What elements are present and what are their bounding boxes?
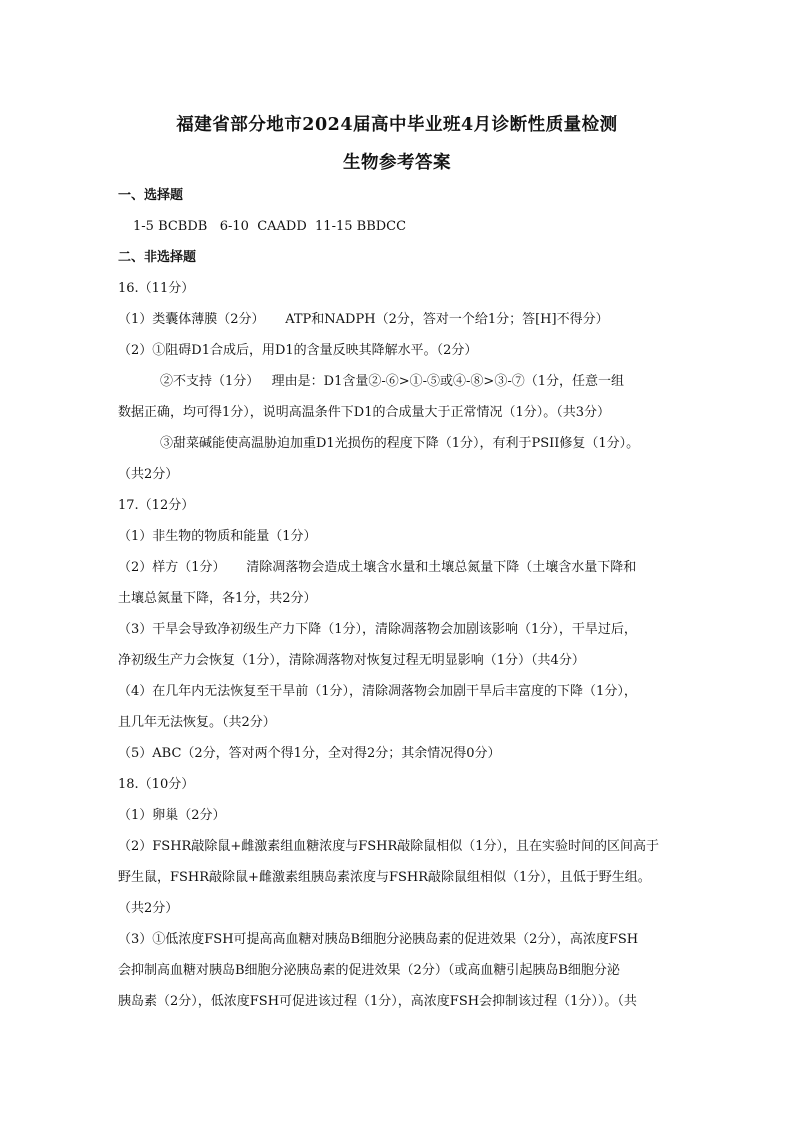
question-18-header: 18.（10分） (118, 777, 195, 792)
section-heading-nonchoice: 二、非选择题 (118, 250, 197, 265)
q18-part3-cont: 会抑制高血糖对胰岛B细胞分泌胰岛素的促进效果（2分）（或高血糖引起胰岛B细胞分泌 (118, 963, 620, 978)
q18-part2-cont2: （共2分） (118, 901, 179, 916)
q18-part3-cont2: 胰岛素（2分），低浓度FSH可促进该过程（1分），高浓度FSH会抑制该过程（1分））。（共 (118, 994, 637, 1009)
document-subtitle: 生物参考答案 (343, 153, 451, 173)
q17-part4: （4）在几年内无法恢复至干旱前（1分），清除凋落物会加剧干旱后丰富度的下降（1分）， (118, 684, 637, 699)
question-16-header: 16.（11分） (118, 281, 195, 296)
q16-part2-2: ②不支持（1分） 理由是：D1含量②-⑥>①-⑤或④-⑧>③-⑦（1分，任意一组 (160, 374, 624, 389)
choice-answers: 1-5 BCBDB 6-10 CAADD 11-15 BBDCC (133, 219, 407, 234)
section-heading-choice: 一、选择题 (118, 188, 184, 203)
q16-part2-2-cont: 数据正确，均可得1分），说明高温条件下D1的合成量大于正常情况（1分）。（共3分） (118, 405, 611, 420)
q18-part2: （2）FSHR敲除鼠+雌激素组血糖浓度与FSHR敲除鼠相似（1分），且在实验时间的区间高于 (118, 839, 660, 854)
q17-part4-cont: 且几年无法恢复。（共2分） (118, 715, 276, 730)
q18-part1: （1）卵巢（2分） (118, 808, 226, 823)
q18-part3: （3）①低浓度FSH可提高高血糖对胰岛B细胞分泌胰岛素的促进效果（2分），高浓度FSH (118, 932, 639, 947)
q16-part2-1: （2）①阻碍D1合成后，用D1的含量反映其降解水平。（2分） (118, 343, 478, 358)
q18-part2-cont: 野生鼠，FSHR敲除鼠+雌激素组胰岛素浓度与FSHR敲除鼠组相似（1分），且低于野生组。 (118, 870, 651, 885)
question-17-header: 17.（12分） (118, 498, 195, 513)
q17-part2-cont: 土壤总氮量下降，各1分，共2分） (118, 591, 317, 606)
q17-part1: （1）非生物的物质和能量（1分） (118, 529, 317, 544)
document-title: 福建省部分地市2024届高中毕业班4月诊断性质量检测 (176, 115, 618, 135)
q17-part3-cont: 净初级生产力会恢复（1分），清除凋落物对恢复过程无明显影响（1分）（共4分） (118, 653, 585, 668)
q16-part1: （1）类囊体薄膜（2分） ATP和NADPH（2分，答对一个给1分；答[H]不得分） (118, 312, 609, 327)
q17-part5: （5）ABC（2分，答对两个得1分，全对得2分；其余情况得0分） (118, 746, 501, 761)
q16-part2-3-cont: （共2分） (118, 467, 179, 482)
q17-part2: （2）样方（1分） 清除凋落物会造成土壤含水量和土壤总氮量下降（土壤含水量下降和 (118, 560, 637, 575)
q16-part2-3: ③甜菜碱能使高温胁迫加重D1光损伤的程度下降（1分），有利于PSII修复（1分）。 (160, 436, 640, 451)
q17-part3: （3）干旱会导致净初级生产力下降（1分），清除凋落物会加剧该影响（1分），干旱过后， (118, 622, 637, 637)
